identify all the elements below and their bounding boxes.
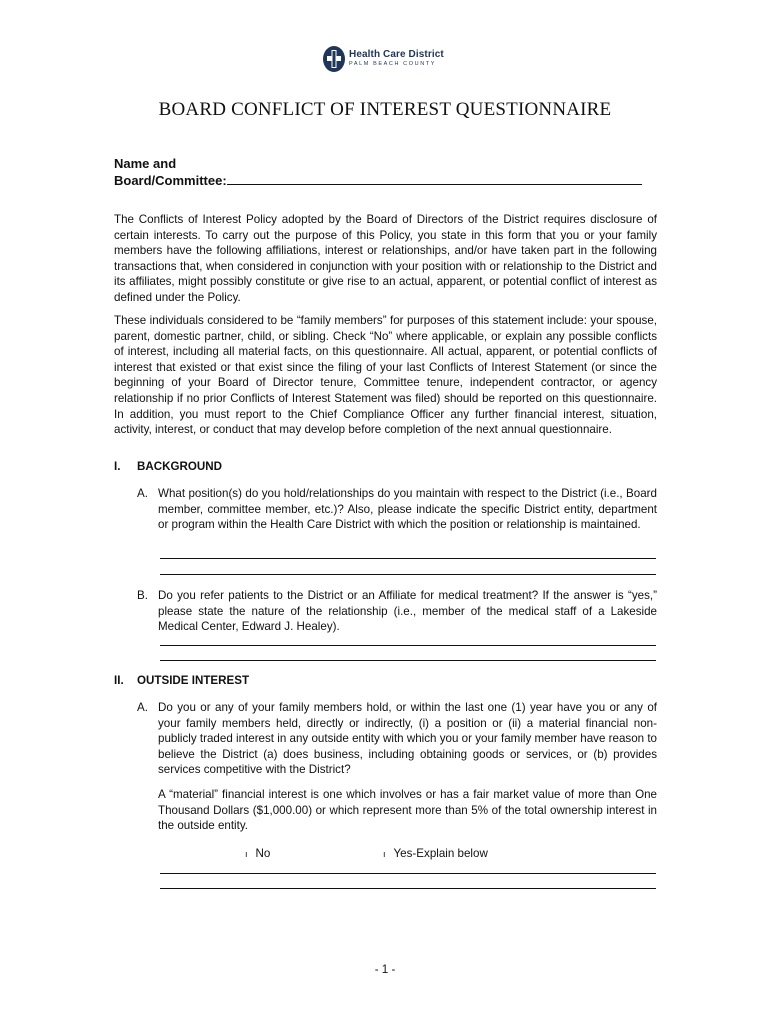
- question-1a-text: What position(s) do you hold/relationships do you maintain with respect to the District (i.e., Board member, committee member, etc.)? Also, please indicate the specific District entity, department or program within the Health Care District with which the position or relationship is maintained.: [158, 487, 657, 532]
- answer-line-1b-1[interactable]: [160, 645, 656, 646]
- option-yes[interactable]: [383, 847, 488, 860]
- question-2a-text: Do you or any of your family members hold, or within the last one (1) year have you or any of your family members held, directly or indirectly, (i) a position or (ii) a material financial non-publicly traded interest in any outside entity with which you or your family member have reason to believe the District (a) does business, including obtaining goods or services, or (b) provides services competitive with the District?: [158, 701, 657, 777]
- answer-line-1a-2[interactable]: [160, 574, 656, 575]
- district-logo: [322, 45, 444, 73]
- option-yes-label: Yes-Explain below: [393, 847, 488, 860]
- section-2-number: II.: [114, 674, 124, 687]
- name-input-line[interactable]: [227, 172, 642, 185]
- question-2a-label: A.: [137, 701, 148, 714]
- question-1b-text: Do you refer patients to the District or an Affiliate for medical treatment? If the answer is “yes,” please state the nature of the relationship (i.e., member of the medical staff of a Lakeside Medical Center, Edward J. Healey).: [158, 589, 657, 634]
- question-1b: [137, 588, 657, 635]
- question-1a-label: A.: [137, 487, 148, 500]
- intro-paragraph-1: The Conflicts of Interest Policy adopted by the Board of Directors of the District requires disclosure of certain interests. To carry out the purpose of this Policy, you state in this form that you or your family members have the following affiliations, interest or relationships, and/or have taken part in the following transactions that, when considered in conjunction with your position with or relationship to the District and its affiliates, might possibly constitute or give rise to an actual, apparent, or potential conflict of interest as defined under the Policy.: [114, 213, 657, 304]
- answer-line-2a-1[interactable]: [160, 873, 656, 874]
- question-1a: [137, 486, 657, 533]
- intro-paragraph-2: These individuals considered to be “family members” for purposes of this statement include: your spouse, parent, domestic partner, child, or sibling. Check “No” where applicable, or explain any possible conflicts of interest, including all material facts, on this questionnaire. All actual, apparent, or potential conflicts of interest that existed or that exist since the filing of your last Conflicts of Interest Statement (or since the beginning of your Board of Director tenure, Committee tenure, independent contractor, or agency relationship if no prior Conflicts of Interest Statement was filed) should be reported on this questionnaire. In addition, you must report to the Chief Compliance Officer any further financial interest, situation, activity, interest, or conduct that may develop before completion of the next annual questionnaire.: [114, 314, 657, 437]
- question-2a-note: A “material” financial interest is one which involves or has a fair market value of more than One Thousand Dollars ($1,000.00) or which represent more than 5% of the total ownership interest in the outside entity.: [158, 787, 657, 833]
- section-2-title: OUTSIDE INTEREST: [137, 674, 250, 687]
- section-1-title: BACKGROUND: [137, 460, 223, 473]
- name-label-line2: Board/Committee:: [114, 173, 227, 188]
- name-field: [114, 155, 642, 189]
- option-no-label: No: [255, 847, 271, 860]
- no-checkbox[interactable]: ı: [245, 849, 248, 859]
- question-1b-label: B.: [137, 589, 148, 602]
- yes-checkbox[interactable]: ı: [383, 849, 386, 859]
- answer-line-2a-2[interactable]: [160, 888, 656, 889]
- page-title: BOARD CONFLICT OF INTEREST QUESTIONNAIRE: [158, 99, 612, 120]
- answer-line-1a-1[interactable]: [160, 558, 656, 559]
- name-label-line1: Name and: [114, 156, 177, 171]
- section-1-number: I.: [114, 460, 121, 473]
- logo-subtitle: PALM BEACH COUNTY: [349, 61, 436, 68]
- option-no[interactable]: [245, 847, 270, 860]
- answer-line-1b-2[interactable]: [160, 660, 656, 661]
- section-2-heading: [114, 674, 249, 687]
- section-1-heading: [114, 460, 222, 473]
- question-2a: [137, 700, 657, 834]
- logo-name: Health Care District: [349, 49, 444, 61]
- page-number: - 1 -: [374, 963, 396, 976]
- district-logo-icon: [322, 45, 346, 73]
